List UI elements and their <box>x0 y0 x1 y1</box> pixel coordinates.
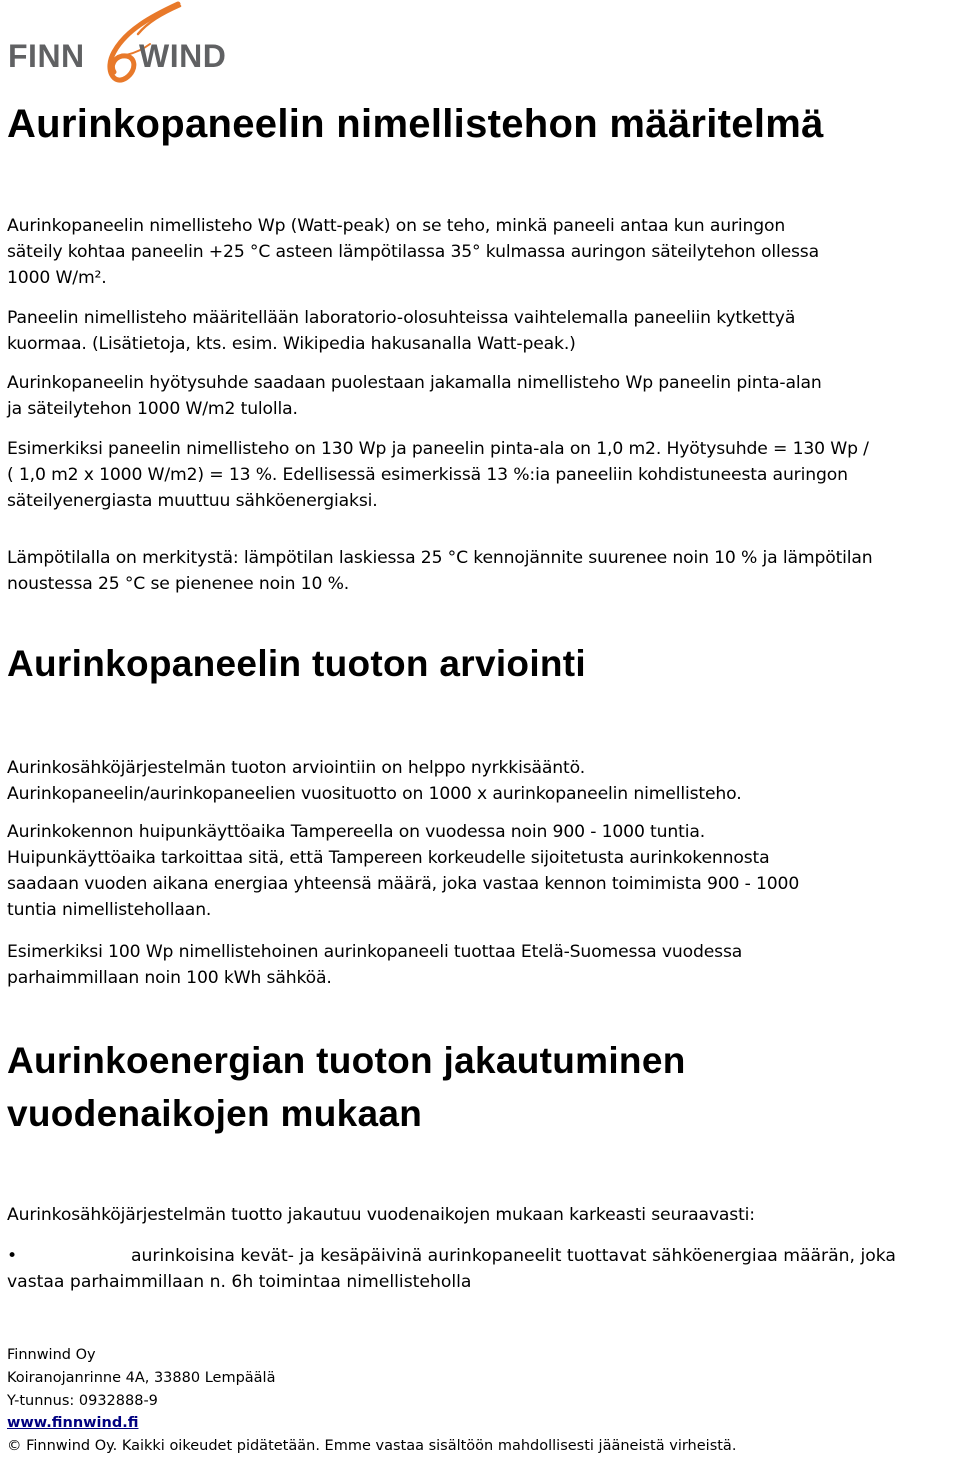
text-line: ja säteilytehon 1000 W/m2 tulolla. <box>7 399 298 419</box>
paragraph-rule-of-thumb <box>7 755 952 807</box>
text-line: Aurinkokennon huipunkäyttöaika Tampereella on vuodessa noin 900 - 1000 tuntia. <box>7 822 706 842</box>
footer-business-id: Y-tunnus: 0932888-9 <box>7 1393 158 1409</box>
paragraph-peak-hours <box>7 819 952 923</box>
section-title-seasonal <box>7 1034 947 1140</box>
text-line: Esimerkiksi paneelin nimellisteho on 130 Wp ja paneelin pinta-ala on 1,0 m2. Hyötysuhde = 130 Wp / <box>7 439 869 459</box>
paragraph-example-output <box>7 939 952 991</box>
text-line: kuormaa. (Lisätietoja, kts. esim. Wikipedia hakusanalla Watt-peak.) <box>7 334 576 354</box>
paragraph-seasonal-intro: Aurinkosähköjärjestelmän tuotto jakautuu vuodenaikojen mukaan karkeasti seuraavasti: <box>7 1205 755 1225</box>
section-title-definition: Aurinkopaneelin nimellistehon määritelmä <box>7 102 824 146</box>
paragraph-temperature <box>7 545 952 597</box>
text-line: 1000 W/m². <box>7 268 107 288</box>
title-line: vuodenaikojen mukaan <box>7 1093 423 1134</box>
text-line: Huipunkäyttöaika tarkoittaa sitä, että Tampereen korkeudelle sijoitetusta aurinkokennosta <box>7 848 770 868</box>
text-line: parhaimmillaan noin 100 kWh sähköä. <box>7 968 332 988</box>
text-line: ( 1,0 m2 x 1000 W/m2) = 13 %. Edellisessä esimerkissä 13 %:ia paneeliin kohdistuneesta auringon <box>7 465 848 485</box>
logo-text-wind: WIND <box>139 38 227 74</box>
text-line: Aurinkopaneelin hyötysuhde saadaan puolestaan jakamalla nimellisteho Wp paneelin pinta-alan <box>7 373 822 393</box>
text-line: Esimerkiksi 100 Wp nimellistehoinen aurinkopaneeli tuottaa Etelä-Suomessa vuodessa <box>7 942 743 962</box>
text-line: säteilyenergiasta muuttuu sähköenergiaksi. <box>7 491 378 511</box>
logo-text-finn: FINN <box>8 38 85 74</box>
text-line: Aurinkopaneelin/aurinkopaneelien vuosituotto on 1000 x aurinkopaneelin nimellisteho. <box>7 784 742 804</box>
paragraph-laboratory <box>7 305 952 357</box>
text-line: noustessa 25 °C se pienenee noin 10 %. <box>7 574 350 594</box>
finnwind-logo <box>6 0 266 92</box>
website-link[interactable]: www.finnwind.fi <box>7 1415 139 1431</box>
paragraph-example <box>7 436 952 514</box>
list-item <box>7 1243 952 1295</box>
title-line: Aurinkoenergian tuoton jakautuminen <box>7 1040 686 1081</box>
paragraph-efficiency <box>7 370 952 422</box>
text-line: Lämpötilalla on merkitystä: lämpötilan laskiessa 25 °C kennojännite suurenee noin 10 % ja lämpötilan <box>7 548 873 568</box>
text-line: vastaa parhaimmillaan n. 6h toimintaa nimellisteholla <box>7 1272 472 1292</box>
footer-website <box>7 1413 138 1433</box>
text-line: aurinkoisina kevät- ja kesäpäivinä aurinkopaneelit tuottavat sähköenergiaa määrän, joka <box>131 1246 896 1266</box>
footer-address: Koiranojanrinne 4A, 33880 Lempäälä <box>7 1370 276 1386</box>
text-line: säteily kohtaa paneelin +25 °C asteen lämpötilassa 35° kulmassa auringon säteilytehon ollessa <box>7 242 819 262</box>
text-line: Aurinkosähköjärjestelmän tuoton arviointiin on helppo nyrkkisääntö. <box>7 758 586 778</box>
text-line: Aurinkopaneelin nimellisteho Wp (Watt-peak) on se teho, minkä paneeli antaa kun auringon <box>7 216 786 236</box>
paragraph-definition <box>7 213 952 291</box>
text-line: tuntia nimellistehollaan. <box>7 900 212 920</box>
footer-copyright: © Finnwind Oy. Kaikki oikeudet pidätetään. Emme vastaa sisältöön mahdollisesti jääneistä virheistä. <box>7 1438 737 1454</box>
footer-company: Finnwind Oy <box>7 1347 96 1363</box>
text-line: Paneelin nimellisteho määritellään laboratorio-olosuhteissa vaihtelemalla paneeliin kytkettyä <box>7 308 796 328</box>
section-title-estimation: Aurinkopaneelin tuoton arviointi <box>7 643 586 684</box>
bullet-icon: • <box>7 1246 18 1266</box>
text-line: saadaan vuoden aikana energiaa yhteensä määrä, joka vastaa kennon toimimista 900 - 1000 <box>7 874 800 894</box>
